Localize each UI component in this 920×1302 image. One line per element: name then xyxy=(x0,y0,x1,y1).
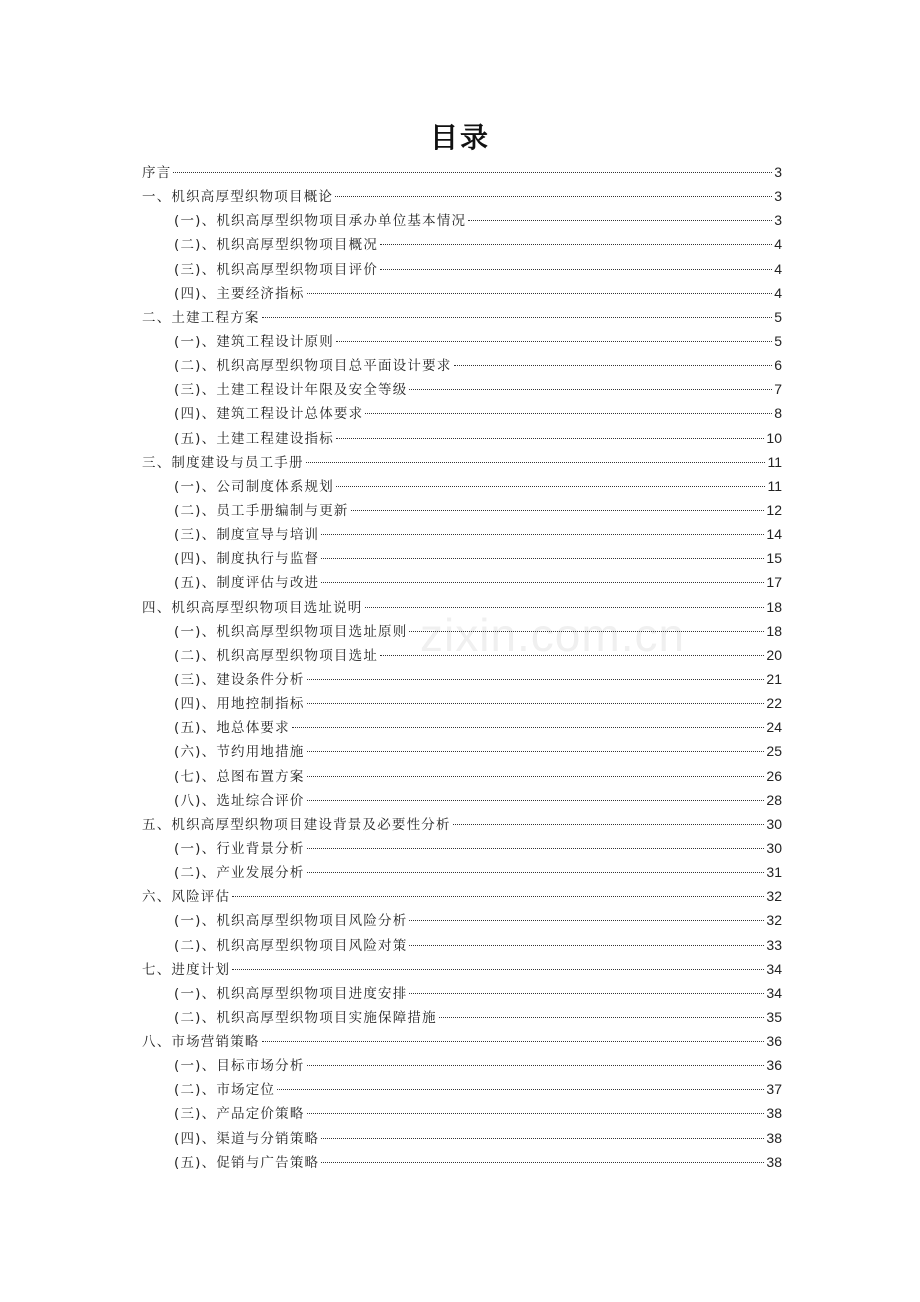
toc-dot-leader xyxy=(307,703,765,704)
toc-dot-leader xyxy=(321,558,764,559)
toc-entry-label: (五)、制度评估与改进 xyxy=(174,575,320,592)
toc-dot-leader xyxy=(351,510,765,511)
toc-entry-label: 五、机织高厚型织物项目建设背景及必要性分析 xyxy=(142,816,451,833)
toc-page-number: 4 xyxy=(774,236,782,253)
toc-entry-label: (三)、建设条件分析 xyxy=(174,671,305,688)
toc-entry-label: 二、土建工程方案 xyxy=(142,309,260,326)
toc-page-number: 7 xyxy=(774,381,782,398)
toc-dot-leader xyxy=(307,776,765,777)
toc-page-number: 15 xyxy=(766,550,782,567)
toc-page-number: 28 xyxy=(766,791,782,808)
toc-dot-leader xyxy=(262,317,773,318)
toc-entry-label: 六、风险评估 xyxy=(142,889,231,906)
toc-dot-leader xyxy=(409,945,764,946)
toc-page-number: 11 xyxy=(767,453,782,470)
toc-dot-leader xyxy=(321,582,764,583)
toc-dot-leader xyxy=(307,1065,765,1066)
toc-page-number: 30 xyxy=(766,815,782,832)
toc-entry-label: (八)、选址综合评价 xyxy=(174,792,305,809)
toc-section-entry[interactable] xyxy=(142,1126,782,1150)
toc-chapter-entry[interactable] xyxy=(142,184,782,208)
toc-chapter-entry[interactable] xyxy=(142,957,782,981)
toc-dot-leader xyxy=(307,293,773,294)
toc-entry-label: (二)、机织高厚型织物项目概况 xyxy=(174,237,379,254)
toc-entry-label: 序言 xyxy=(142,165,172,181)
toc-dot-leader xyxy=(380,269,772,270)
toc-dot-leader xyxy=(409,993,764,994)
toc-entry-label: (二)、机织高厚型织物项目选址 xyxy=(174,647,379,664)
toc-dot-leader xyxy=(307,1113,765,1114)
toc-page-number: 32 xyxy=(766,888,782,905)
toc-entry-label: (二)、产业发展分析 xyxy=(174,865,305,882)
toc-entry-label: (四)、渠道与分销策略 xyxy=(174,1130,320,1147)
toc-dot-leader xyxy=(321,1138,764,1139)
toc-dot-leader xyxy=(321,534,764,535)
toc-chapter-entry[interactable] xyxy=(142,305,782,329)
toc-page-number: 14 xyxy=(766,526,782,543)
toc-entry-label: (二)、机织高厚型织物项目总平面设计要求 xyxy=(174,358,452,375)
toc-page-number: 3 xyxy=(774,212,782,229)
toc-section-entry[interactable] xyxy=(142,257,782,281)
toc-chapter-entry[interactable] xyxy=(142,884,782,908)
toc-page-number: 20 xyxy=(766,646,782,663)
toc-entry-label: (三)、土建工程设计年限及安全等级 xyxy=(174,382,408,399)
toc-page-number: 6 xyxy=(774,357,782,374)
toc-entry-label: 一、机织高厚型织物项目概论 xyxy=(142,189,334,206)
toc-section-entry[interactable] xyxy=(142,860,782,884)
toc-section-entry[interactable] xyxy=(142,353,782,377)
toc-section-entry[interactable] xyxy=(142,208,782,232)
toc-page-number: 3 xyxy=(774,164,782,180)
toc-page-number: 12 xyxy=(766,501,782,518)
toc-page-number: 30 xyxy=(766,839,782,856)
toc-entry-label: 三、制度建设与员工手册 xyxy=(142,454,304,471)
toc-entry-label: (六)、节约用地措施 xyxy=(174,744,305,761)
toc-page-number: 37 xyxy=(766,1081,782,1098)
toc-section-entry[interactable] xyxy=(142,498,782,522)
toc-section-entry[interactable] xyxy=(142,1101,782,1125)
toc-dot-leader xyxy=(307,872,765,873)
toc-dot-leader xyxy=(365,607,765,608)
toc-page-number: 36 xyxy=(766,1057,782,1074)
toc-page-number: 38 xyxy=(766,1129,782,1146)
toc-section-entry[interactable] xyxy=(142,546,782,570)
toc-dot-leader xyxy=(262,1041,765,1042)
toc-dot-leader xyxy=(453,824,765,825)
toc-page-number: 34 xyxy=(766,960,782,977)
toc-section-entry[interactable] xyxy=(142,426,782,450)
toc-entry-label: 七、进度计划 xyxy=(142,961,231,978)
toc-page-number: 10 xyxy=(766,429,782,446)
toc-page-number: 18 xyxy=(766,598,782,615)
toc-page-number: 38 xyxy=(766,1153,782,1170)
toc-section-entry[interactable] xyxy=(142,715,782,739)
toc-entry-label: (四)、主要经济指标 xyxy=(174,285,305,302)
toc-dot-leader xyxy=(468,220,772,221)
toc-dot-leader xyxy=(409,920,764,921)
toc-chapter-entry[interactable] xyxy=(142,812,782,836)
toc-dot-leader xyxy=(277,1089,764,1090)
toc-page-number: 11 xyxy=(767,477,782,494)
toc-dot-leader xyxy=(292,727,765,728)
toc-dot-leader xyxy=(365,413,772,414)
toc-entry-label: (二)、机织高厚型织物项目实施保障措施 xyxy=(174,1009,437,1026)
toc-section-entry[interactable] xyxy=(142,281,782,305)
toc-entry-label: (七)、总图布置方案 xyxy=(174,768,305,785)
toc-dot-leader xyxy=(380,244,772,245)
toc-section-entry[interactable] xyxy=(142,764,782,788)
toc-page-number: 25 xyxy=(766,743,782,760)
toc-dot-leader xyxy=(321,1162,764,1163)
toc-section-entry[interactable] xyxy=(142,1053,782,1077)
toc-page-number: 26 xyxy=(766,767,782,784)
toc-section-entry[interactable] xyxy=(142,788,782,812)
toc-page-number: 8 xyxy=(774,405,782,422)
toc-dot-leader xyxy=(439,1017,765,1018)
table-of-contents xyxy=(142,160,782,1174)
toc-entry-label: (五)、土建工程建设指标 xyxy=(174,430,334,447)
toc-entry-label: (四)、制度执行与监督 xyxy=(174,551,320,568)
toc-dot-leader xyxy=(335,196,772,197)
toc-entry-label: 八、市场营销策略 xyxy=(142,1034,260,1051)
toc-chapter-entry[interactable] xyxy=(142,1029,782,1053)
toc-entry-label: (一)、机织高厚型织物项目风险分析 xyxy=(174,913,408,930)
toc-dot-leader xyxy=(307,679,765,680)
toc-section-entry[interactable] xyxy=(142,522,782,546)
toc-chapter-entry[interactable] xyxy=(142,595,782,619)
toc-section-entry[interactable] xyxy=(142,908,782,932)
toc-section-entry[interactable] xyxy=(142,1077,782,1101)
toc-page-number: 3 xyxy=(774,188,782,205)
toc-page-number: 21 xyxy=(766,670,782,687)
toc-section-entry[interactable] xyxy=(142,981,782,1005)
toc-section-entry[interactable] xyxy=(142,933,782,957)
toc-entry-label: (一)、机织高厚型织物项目承办单位基本情况 xyxy=(174,213,467,230)
toc-dot-leader xyxy=(232,896,764,897)
toc-page-number: 4 xyxy=(774,284,782,301)
toc-dot-leader xyxy=(409,389,772,390)
page-title: 目录 xyxy=(429,121,490,154)
toc-section-entry[interactable] xyxy=(142,836,782,860)
toc-entry-label: (一)、行业背景分析 xyxy=(174,840,305,857)
toc-section-entry[interactable] xyxy=(142,619,782,643)
toc-section-entry[interactable] xyxy=(142,739,782,763)
toc-entry-label: (五)、地总体要求 xyxy=(174,720,290,737)
toc-dot-leader xyxy=(307,848,765,849)
toc-entry-label: (三)、制度宣导与培训 xyxy=(174,527,320,544)
toc-section-entry[interactable] xyxy=(142,1150,782,1174)
watermark: zixin.com.cn xyxy=(420,609,686,661)
toc-entry-label: (二)、机织高厚型织物项目风险对策 xyxy=(174,937,408,954)
toc-section-entry[interactable] xyxy=(142,377,782,401)
toc-entry-label: (二)、市场定位 xyxy=(174,1082,276,1099)
toc-dot-leader xyxy=(336,486,766,487)
toc-dot-leader xyxy=(336,341,772,342)
toc-page-number: 18 xyxy=(766,622,782,639)
toc-entry-label: (一)、目标市场分析 xyxy=(174,1058,305,1075)
toc-dot-leader xyxy=(307,751,765,752)
toc-entry-label: (一)、建筑工程设计原则 xyxy=(174,333,334,350)
toc-dot-leader xyxy=(307,800,765,801)
toc-section-entry[interactable] xyxy=(142,232,782,256)
toc-section-entry[interactable] xyxy=(142,667,782,691)
toc-chapter-entry[interactable] xyxy=(142,450,782,474)
toc-page-number: 5 xyxy=(774,308,782,325)
toc-page-number: 33 xyxy=(766,936,782,953)
toc-entry-label: 四、机织高厚型织物项目选址说明 xyxy=(142,599,363,616)
toc-page-number: 35 xyxy=(766,1008,782,1025)
toc-entry-label: (三)、产品定价策略 xyxy=(174,1106,305,1123)
toc-section-entry[interactable] xyxy=(142,570,782,594)
toc-page-number: 22 xyxy=(766,695,782,712)
toc-page-number: 4 xyxy=(774,260,782,277)
toc-dot-leader xyxy=(232,969,764,970)
toc-page-number: 32 xyxy=(766,912,782,929)
toc-page-number: 31 xyxy=(766,864,782,881)
toc-section-entry[interactable] xyxy=(142,401,782,425)
toc-dot-leader xyxy=(336,438,764,439)
toc-page-number: 17 xyxy=(766,574,782,591)
toc-section-entry[interactable] xyxy=(142,474,782,498)
toc-entry-label: (一)、公司制度体系规划 xyxy=(174,478,334,495)
toc-section-entry[interactable] xyxy=(142,691,782,715)
toc-entry-label: (二)、员工手册编制与更新 xyxy=(174,502,349,519)
toc-entry-label: (一)、机织高厚型织物项目选址原则 xyxy=(174,623,408,640)
toc-section-entry[interactable] xyxy=(142,643,782,667)
toc-entry-label: (五)、促销与广告策略 xyxy=(174,1154,320,1171)
toc-page-number: 24 xyxy=(766,719,782,736)
toc-chapter-entry[interactable] xyxy=(142,160,782,184)
toc-entry-label: (一)、机织高厚型织物项目进度安排 xyxy=(174,985,408,1002)
toc-dot-leader xyxy=(409,631,764,632)
toc-entry-label: (四)、用地控制指标 xyxy=(174,696,305,713)
toc-entry-label: (四)、建筑工程设计总体要求 xyxy=(174,406,364,423)
toc-page-number: 36 xyxy=(766,1033,782,1050)
toc-page-number: 34 xyxy=(766,984,782,1001)
toc-page-number: 38 xyxy=(766,1105,782,1122)
toc-dot-leader xyxy=(173,172,772,173)
toc-dot-leader xyxy=(306,462,766,463)
toc-dot-leader xyxy=(454,365,773,366)
toc-section-entry[interactable] xyxy=(142,1005,782,1029)
toc-page-number: 5 xyxy=(774,332,782,349)
toc-entry-label: (三)、机织高厚型织物项目评价 xyxy=(174,261,379,278)
toc-section-entry[interactable] xyxy=(142,329,782,353)
toc-dot-leader xyxy=(380,655,764,656)
